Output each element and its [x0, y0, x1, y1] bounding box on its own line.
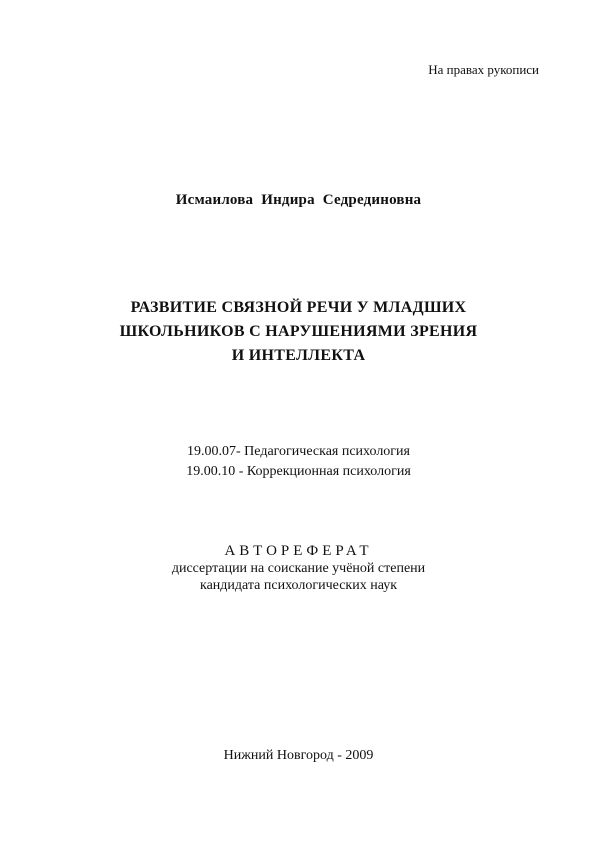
- abstract-line-1: диссертации на соискание учёной степени: [171, 561, 426, 576]
- dissertation-title: [0, 296, 597, 368]
- abstract-heading: АВТОРЕФЕРАТ: [224, 543, 373, 559]
- abstract-block: [0, 542, 597, 594]
- title-line-2: ШКОЛЬНИКОВ С НАРУШЕНИЯМИ ЗРЕНИЯ: [119, 323, 478, 340]
- specialty-1: 19.00.07- Педагогическая психология: [187, 444, 410, 459]
- rights-notice: На правах рукописи: [428, 62, 539, 77]
- abstract-line-2: кандидата психологических наук: [200, 578, 397, 593]
- title-line-1: РАЗВИТИЕ СВЯЗНОЙ РЕЧИ У МЛАДШИХ: [130, 299, 467, 316]
- title-line-3: И ИНТЕЛЛЕКТА: [231, 347, 366, 364]
- place-and-year: Нижний Новгород - 2009: [223, 748, 374, 763]
- specialty-codes: [0, 442, 597, 482]
- specialty-2: 19.00.10 - Коррекционная психология: [186, 464, 411, 479]
- author-name: Исмаилова Индира Седрединовна: [175, 192, 422, 208]
